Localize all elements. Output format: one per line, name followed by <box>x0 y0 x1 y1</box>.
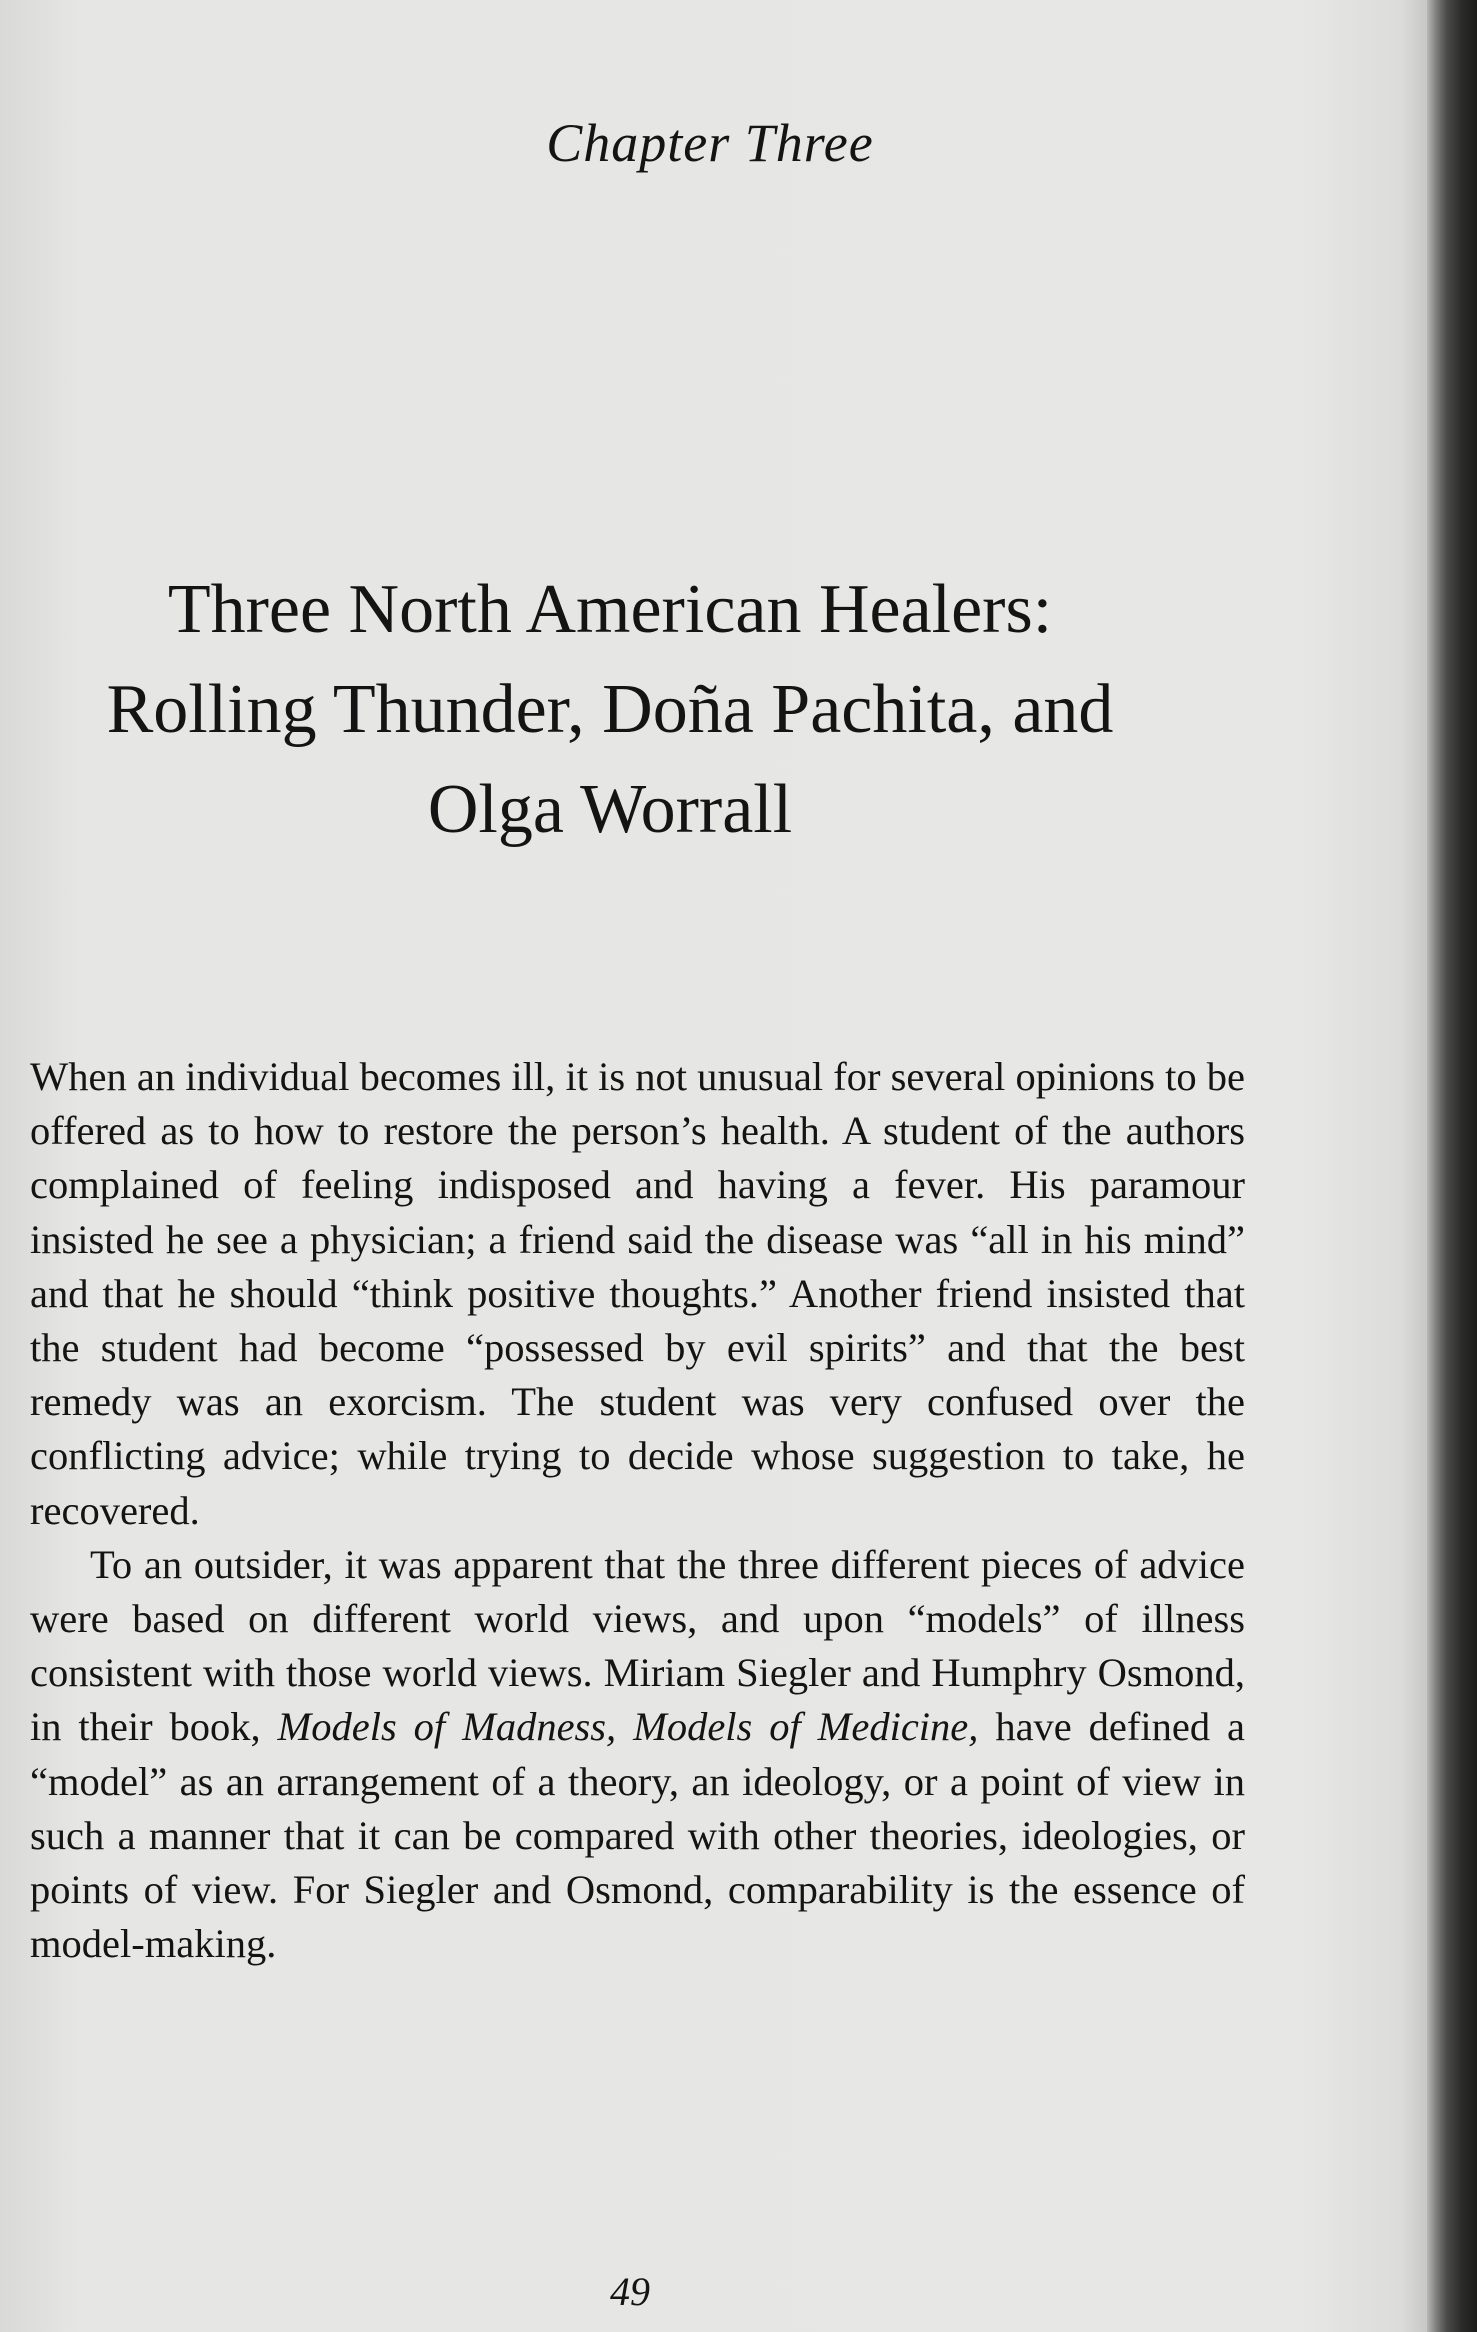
body-text <box>30 1050 1245 1971</box>
chapter-title <box>20 560 1200 860</box>
chapter-title-line-2: Rolling Thunder, Doña Pachita, and <box>106 671 1114 748</box>
book-binding-edge <box>1427 0 1477 2332</box>
chapter-title-line-1: Three North American Healers: <box>167 571 1053 648</box>
book-title: Models of Madness, Models of Medicine, <box>277 1704 979 1750</box>
paragraph-2-part-2: have defined a “model” as an arrangement of a theory, an ideology, or a point of view in such a manner that it can be compared with other theories, ideologies, or points of view. For Siegler and Osmond, comparability is the essence of model-making. <box>30 1704 1245 1967</box>
paragraph-2 <box>30 1538 1245 1972</box>
page-number: 49 <box>610 2269 650 2314</box>
chapter-title-line-3: Olga Worrall <box>427 771 793 848</box>
paragraph-2-part-1: To an outsider, it was apparent that the three different pieces of advice were based on different world views, and upon “models” of illness consistent with those world views. Miriam Siegler and Humphry Osmond, in their book, <box>30 1541 1245 1750</box>
chapter-label: Chapter Three <box>546 113 874 173</box>
paragraph-1: When an individual becomes ill, it is not unusual for several opinions to be offered as to how to restore the person’s health. A student of the authors complained of feeling indisposed and having a fever. His paramour insisted he see a physician; a friend said the disease was “all in his mind” and that he should “think positive thoughts.” Another friend insisted that the student had become “possessed by evil spirits” and that the best remedy was an exorcism. The student was very confused over the conflicting advice; while trying to decide whose suggestion to take, he recovered. <box>30 1054 1245 1533</box>
